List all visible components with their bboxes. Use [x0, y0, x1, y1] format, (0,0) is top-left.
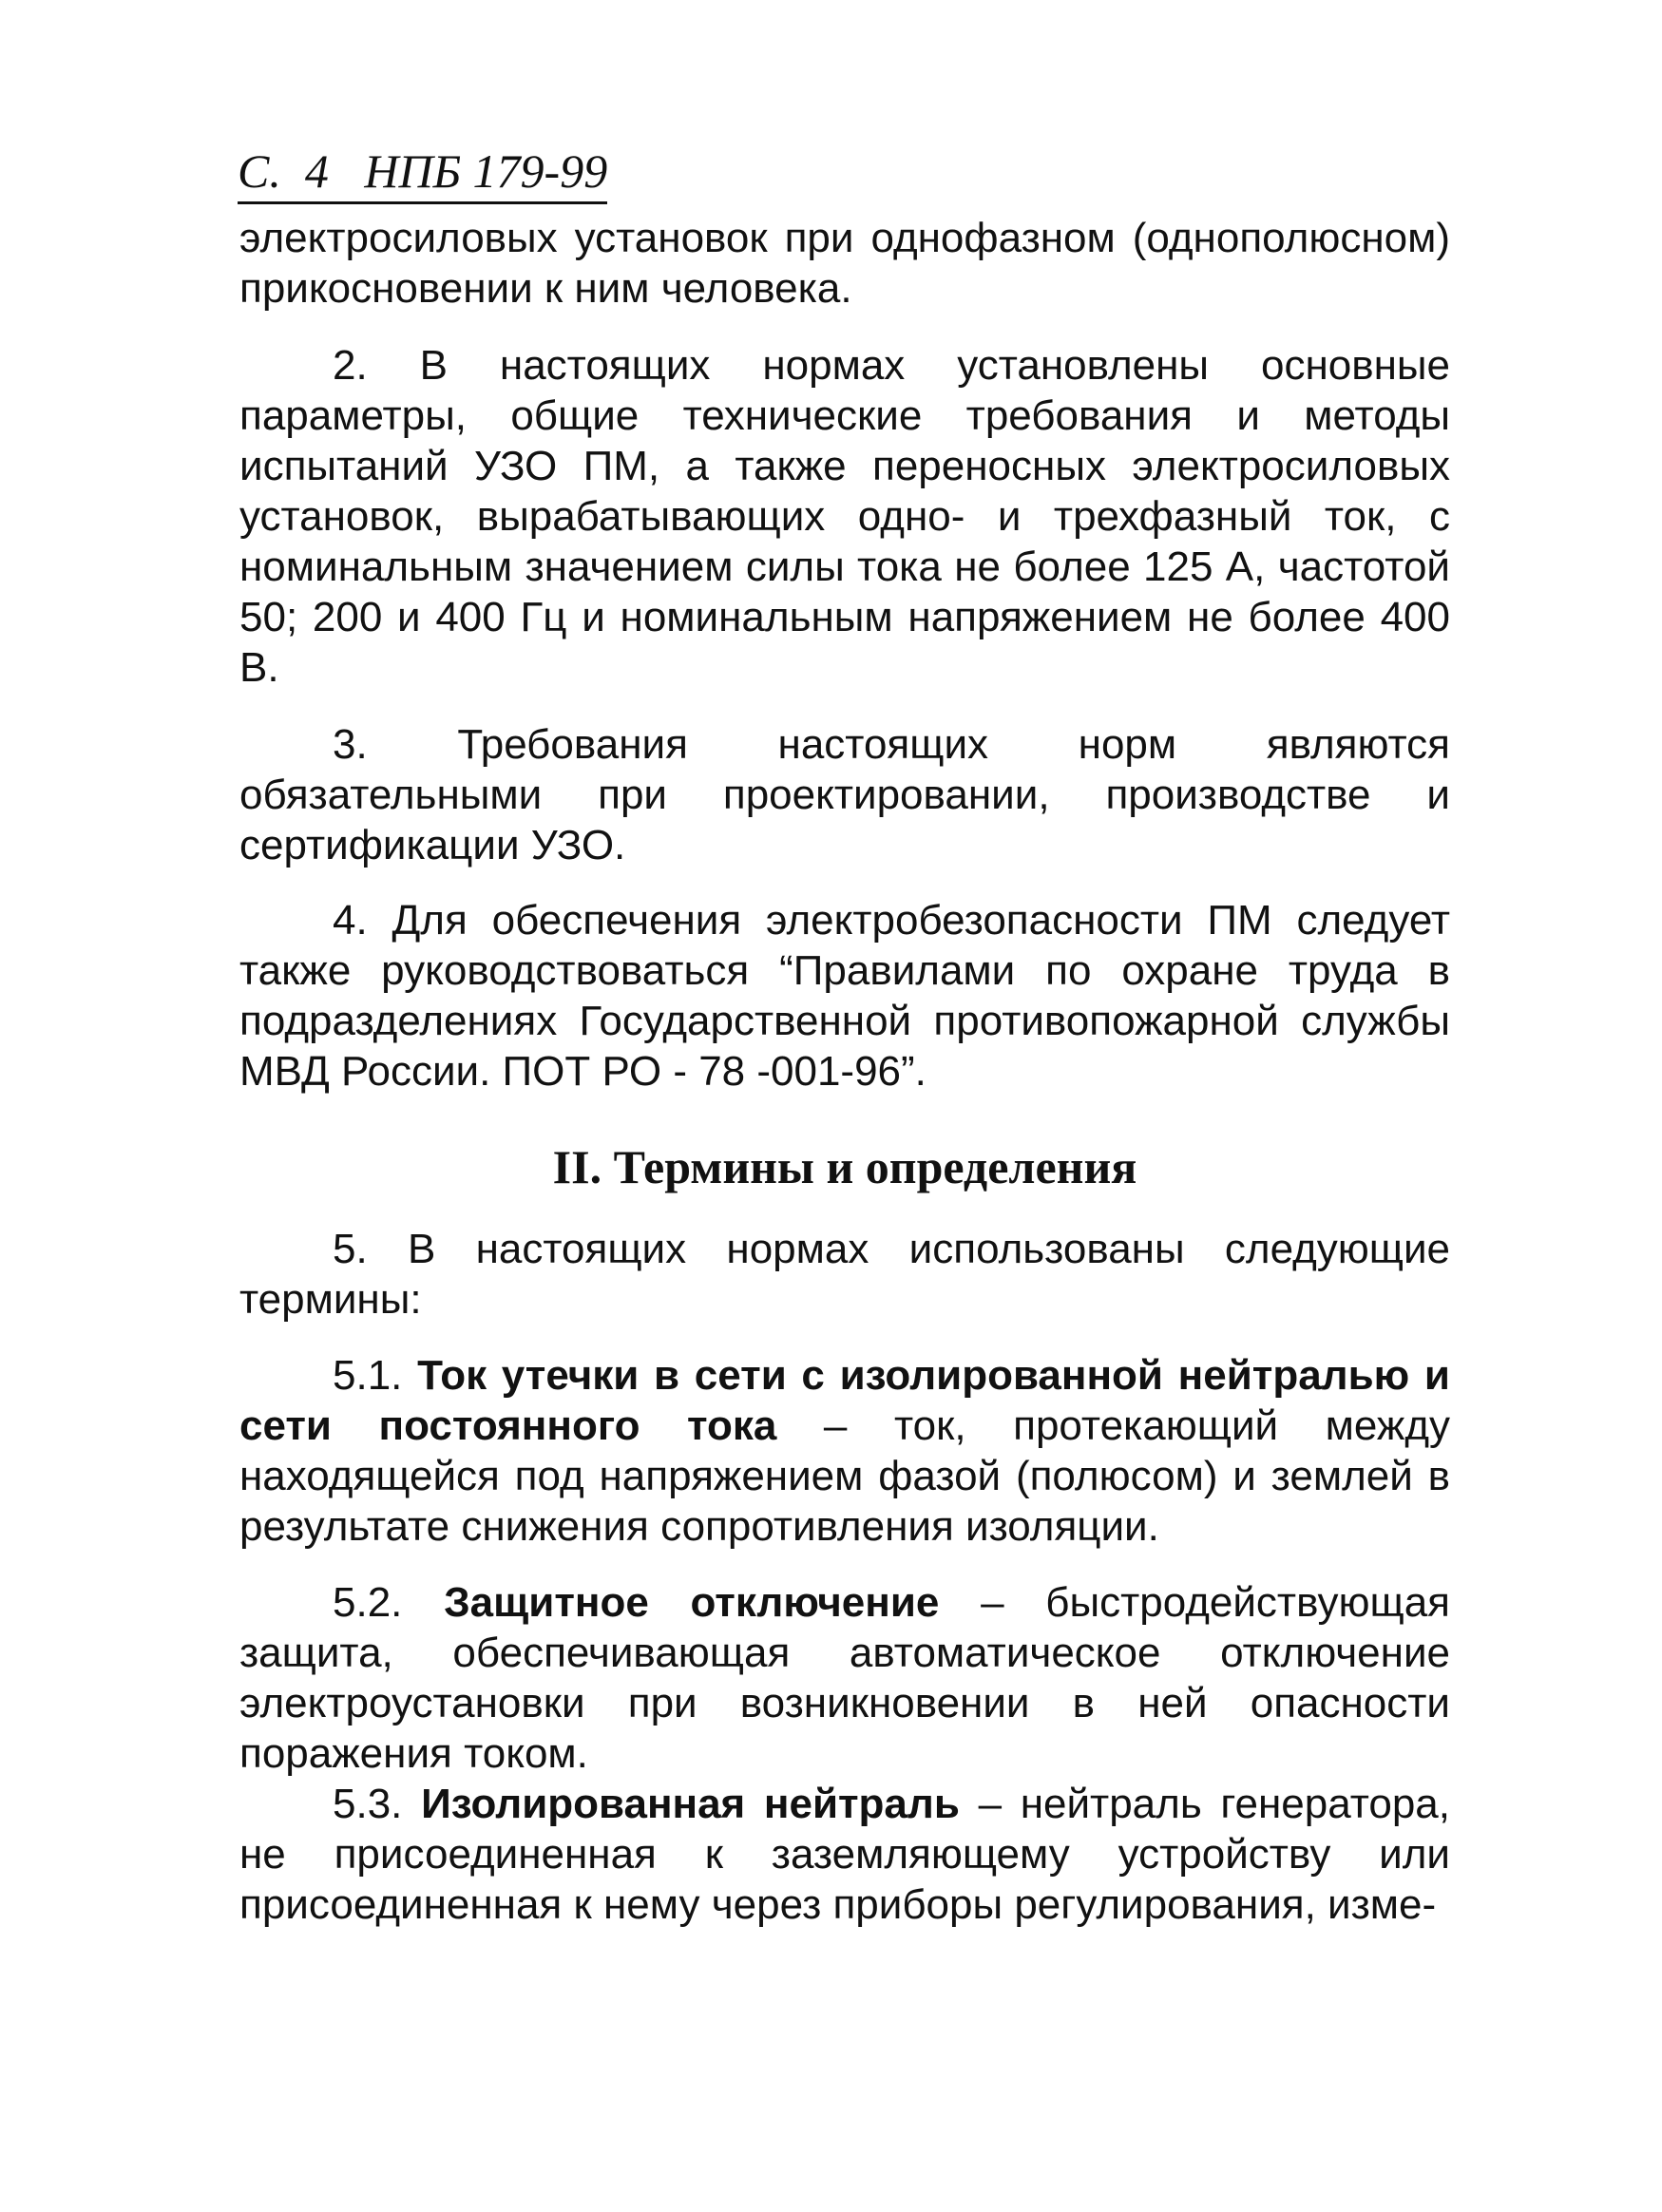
paragraph-2	[239, 340, 1450, 693]
term-definition: – ток, протекающий между находящейся под напряжением фазой (полюсом) и землей в результате снижения сопротивления изоляции.	[239, 1402, 1450, 1550]
term-definition-5-3	[239, 1779, 1450, 1930]
paragraph-text: 4. Для обеспечения электробезопасности ПМ следует также руководствоваться “Правилами по охране труда в подразделениях Государственной противопожарной службы МВД России. ПОТ РО - 78 -001-96”.	[239, 897, 1450, 1095]
term-name: Ток утечки в сети с изолированной нейтралью и сети постоянного тока	[239, 1352, 1450, 1449]
paragraph-text: 2. В настоящих нормах установлены основные параметры, общие технические требования и методы испытаний УЗО ПМ, а также переносных электросиловых установок, вырабатывающих одно- и трехфазный ток, с номинальным значением силы тока не более 125 А, частотой 50; 200 и 400 Гц и номинальным напряжением не более 400 В.	[239, 342, 1450, 691]
running-head: С. 4 НПБ 179-99	[238, 143, 607, 204]
term-definition: – нейтраль генератора, не присоединенная к заземляющему устройству или присоединенная к нему через приборы регулирования, изме-	[239, 1781, 1451, 1928]
paragraph-text: 5. В настоящих нормах использованы следующие термины:	[239, 1226, 1450, 1323]
term-number: 5.1.	[333, 1352, 418, 1399]
term-name: Изолированная нейтраль	[421, 1781, 960, 1827]
term-paragraph	[239, 1779, 1450, 1930]
term-number: 5.2.	[333, 1579, 445, 1626]
section-heading: II. Термины и определения	[552, 1140, 1137, 1193]
paragraph-5	[239, 1224, 1450, 1325]
paragraph-4	[239, 895, 1450, 1096]
paragraph-3	[239, 719, 1450, 870]
term-paragraph	[239, 1577, 1450, 1779]
term-definition: – быстродействующая защита, обеспечивающая автоматическое отключение электроустановки при возникновении в ней опасности поражения током.	[239, 1579, 1450, 1777]
paragraph-text: 3. Требования настоящих норм являются обязательными при проектировании, производстве и сертификации УЗО.	[239, 721, 1450, 868]
term-name: Защитное отключение	[444, 1579, 940, 1626]
term-definition-5-2	[239, 1577, 1450, 1779]
term-paragraph	[239, 1350, 1450, 1552]
term-number: 5.3.	[333, 1781, 422, 1827]
paragraph-continuation	[239, 213, 1450, 314]
paragraph-text: электросиловых установок при однофазном (однополюсном) прикосновении к ним человека.	[239, 215, 1450, 312]
term-definition-5-1	[239, 1350, 1450, 1552]
